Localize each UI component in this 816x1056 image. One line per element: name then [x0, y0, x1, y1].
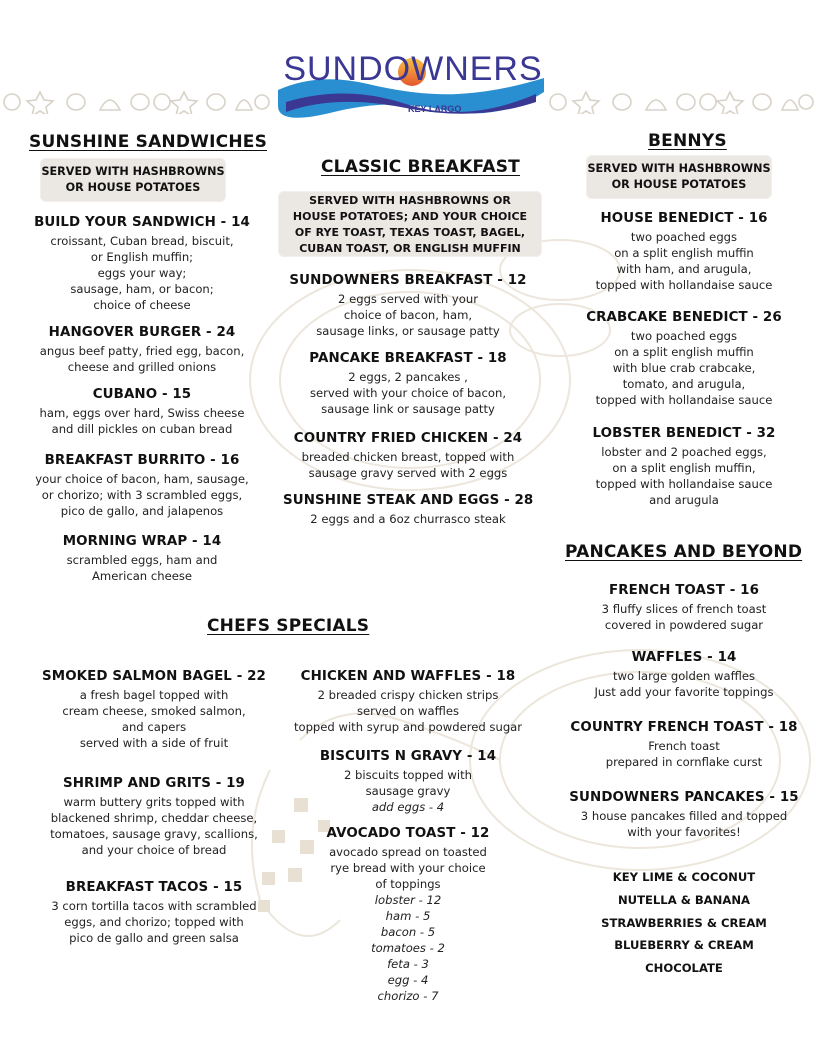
- section-title-bennys: BENNYS: [648, 131, 727, 151]
- note-sandwiches: SERVED WITH HASHBROWNS OR HOUSE POTATOES: [40, 158, 226, 202]
- menu-item-waffles: WAFFLES - 14 two large golden waffles Just add your favorite toppings: [594, 650, 774, 699]
- note-bennys: SERVED WITH HASHBROWNS OR HOUSE POTATOES: [586, 155, 772, 199]
- menu-item-pancake-breakfast: PANCAKE BREAKFAST - 18 2 eggs, 2 pancakes , served with your choice of bacon, sausage link or sausage patty: [309, 351, 507, 416]
- menu-item-country-french-toast: COUNTRY FRENCH TOAST - 18 French toast prepared in cornflake curst: [570, 720, 798, 769]
- menu-item-shrimp-grits: SHRIMP AND GRITS - 19 warm buttery grits topped with blackened shrimp, cheddar cheese, tomatoes, sausage gravy, scallions, and your choice of bread: [50, 776, 258, 857]
- menu-item-house-benedict: HOUSE BENEDICT - 16 two poached eggs on a split english muffin with ham, and arugula, topped with hollandaise sauce: [595, 211, 773, 292]
- menu-item-build-sandwich: BUILD YOUR SANDWICH - 14 croissant, Cuban bread, biscuit, or English muffin; eggs your way; sausage, ham, or bacon; choice of cheese: [34, 215, 250, 312]
- menu-item-french-toast: FRENCH TOAST - 16 3 fluffy slices of french toast covered in powdered sugar: [601, 583, 767, 632]
- logo-wordmark: SUNDOWNERS: [283, 50, 543, 88]
- menu-item-sundowners-pancakes: SUNDOWNERS PANCAKES - 15 3 house pancakes filled and topped with your favorites!: [569, 790, 799, 839]
- menu-item-steak-eggs: SUNSHINE STEAK AND EGGS - 28 2 eggs and a 6oz churrasco steak: [283, 493, 534, 526]
- menu-item-biscuits-gravy: BISCUITS N GRAVY - 14 2 biscuits topped with sausage gravy add eggs - 4: [319, 749, 497, 814]
- section-title-chefs: CHEFS SPECIALS: [207, 616, 370, 636]
- list-item: KEY LIME & COCONUT: [612, 870, 756, 884]
- menu-item-avocado-toast: AVOCADO TOAST - 12 avocado spread on toasted rye bread with your choice of toppings lobster - 12 ham - 5 bacon - 5 tomatoes - 2 feta - 3 egg - 4 chorizo - 7: [326, 826, 490, 1003]
- menu-item-lobster-benedict: LOBSTER BENEDICT - 32 lobster and 2 poached eggs, on a split english muffin, topped with hollandaise sauce and arugula: [592, 426, 776, 507]
- menu-item-cubano: CUBANO - 15 ham, eggs over hard, Swiss cheese and dill pickles on cuban bread: [39, 387, 245, 436]
- list-item: BLUEBERRY & CREAM: [614, 938, 754, 953]
- menu-item-morning-wrap: MORNING WRAP - 14 scrambled eggs, ham and American cheese: [62, 534, 222, 583]
- section-title-pancakes: PANCAKES AND BEYOND: [565, 542, 803, 562]
- menu-item-breakfast-burrito: BREAKFAST BURRITO - 16 your choice of bacon, ham, sausage, or chorizo; with 3 scrambled eggs, pico de gallo, and jalapenos: [35, 453, 249, 518]
- note-classic: SERVED WITH HASHBROWNS OR HOUSE POTATOES; AND YOUR CHOICE OF RYE TOAST, TEXAS TOAST, BAGEL, CUBAN TOAST, OR ENGLISH MUFFIN: [278, 191, 542, 257]
- menu-item-crabcake-benedict: CRABCAKE BENEDICT - 26 two poached eggs on a split english muffin with blue crab crabcake, tomato, and arugula, topped with hollandaise sauce: [586, 310, 782, 407]
- list-item: NUTELLA & BANANA: [617, 892, 751, 907]
- seashell-border-icon: [546, 90, 816, 114]
- menu-item-smoked-salmon: SMOKED SALMON BAGEL - 22 a fresh bagel topped with cream cheese, smoked salmon, and capers served with a side of fruit: [42, 669, 266, 750]
- menu-item-sundowners-breakfast: SUNDOWNERS BREAKFAST - 12 2 eggs served with your choice of bacon, ham, sausage links, or sausage patty: [289, 273, 527, 338]
- section-title-classic: CLASSIC BREAKFAST: [321, 157, 520, 177]
- menu-item-breakfast-tacos: BREAKFAST TACOS - 15 3 corn tortilla tacos with scrambled eggs, and chorizo; topped with pico de gallo and green salsa: [51, 880, 257, 945]
- menu-item-hangover-burger: HANGOVER BURGER - 24 angus beef patty, fried egg, bacon, cheese and grilled onions: [39, 325, 245, 374]
- list-item: STRAWBERRIES & CREAM: [601, 915, 767, 930]
- pancake-flavor-list: [562, 866, 806, 980]
- list-item: CHOCOLATE: [645, 961, 723, 976]
- section-title-sandwiches: SUNSHINE SANDWICHES: [29, 132, 268, 152]
- logo-tagline: KEY LARGO: [408, 104, 462, 114]
- logo: [276, 44, 546, 120]
- menu-item-country-fried-chicken: COUNTRY FRIED CHICKEN - 24 breaded chicken breast, topped with sausage gravy served with 2 eggs: [293, 431, 523, 480]
- menu-item-chicken-waffles: CHICKEN AND WAFFLES - 18 2 breaded crispy chicken strips served on waffles topped with syrup and powdered sugar: [293, 669, 523, 734]
- seashell-border-icon: [0, 90, 270, 114]
